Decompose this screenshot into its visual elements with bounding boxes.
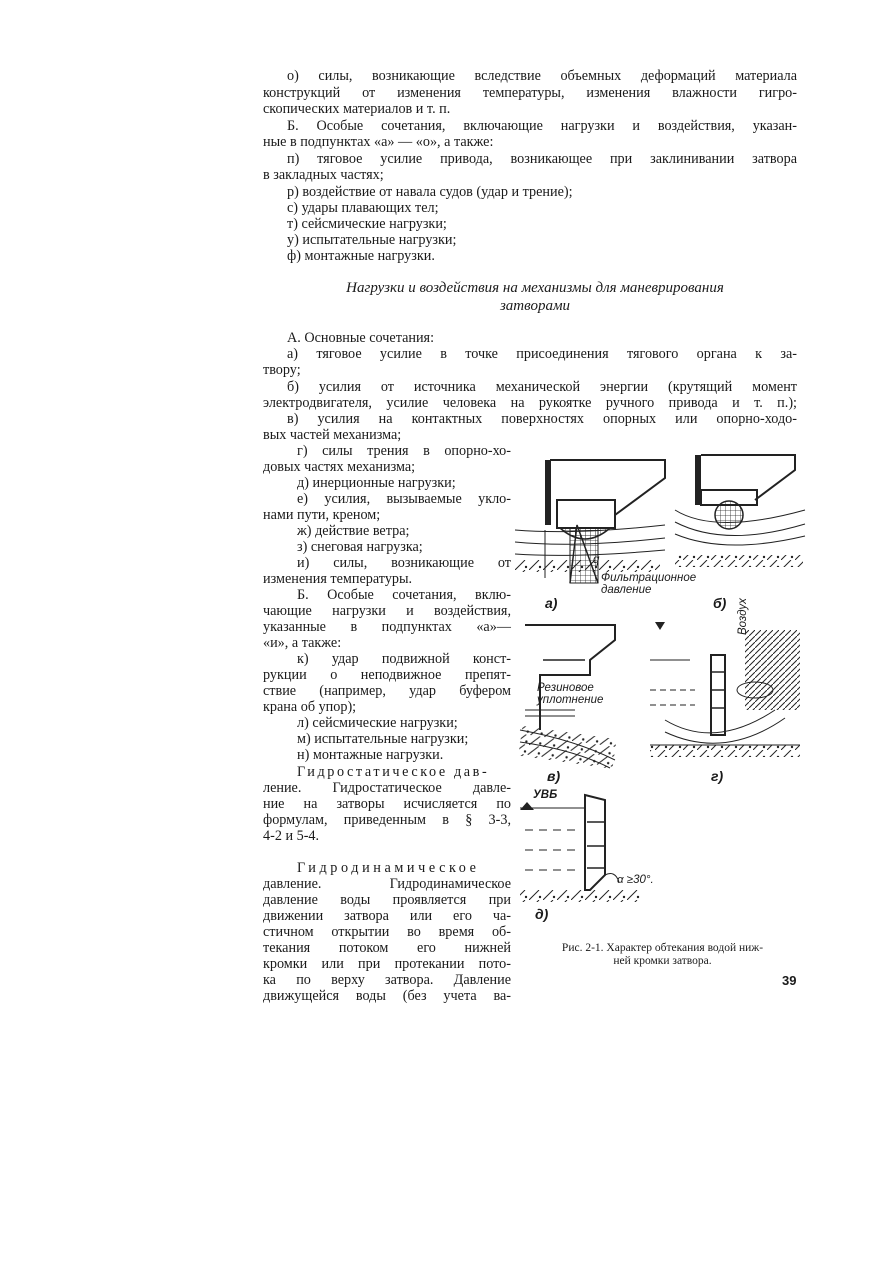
text-line: у) испытательные нагрузки; bbox=[287, 232, 457, 248]
caption-line: Рис. 2-1. Характер обтекания водой ниж- bbox=[561, 942, 764, 954]
text-line: к) удар подвижной конст- bbox=[297, 651, 511, 667]
text-line: А. Основные сочетания: bbox=[287, 330, 435, 346]
label-b: б) bbox=[713, 595, 727, 611]
text-line: твору; bbox=[263, 362, 301, 378]
text-line: р) воздействие от навала судов (удар и трение); bbox=[287, 184, 573, 200]
text-line: движущейся воды (без учета ва- bbox=[263, 988, 511, 1004]
text-line: довых частях механизма; bbox=[263, 459, 416, 475]
text-line: Гидростатическое дав- bbox=[297, 764, 490, 780]
panel-a bbox=[515, 460, 665, 583]
text-line: текания потоком его нижней bbox=[263, 940, 511, 956]
text-line: стичном открытии во время об- bbox=[263, 924, 511, 940]
label-filtration-2: давление bbox=[601, 584, 652, 596]
label-v: в) bbox=[547, 768, 561, 784]
panel-b bbox=[675, 455, 805, 567]
figure-drawing bbox=[515, 450, 810, 970]
text-line: ка по верху затвора. Давление bbox=[263, 972, 511, 988]
section-heading bbox=[300, 279, 770, 315]
label-q: q bbox=[593, 554, 600, 566]
text-line: давление. Гидродинамическое bbox=[263, 876, 511, 892]
text-line: д) инерционные нагрузки; bbox=[297, 475, 456, 491]
text-line: 4-2 и 5-4. bbox=[263, 828, 320, 844]
text-line: ф) монтажные нагрузки. bbox=[287, 248, 435, 264]
text-line: г) силы трения в опорно-хо- bbox=[297, 443, 511, 459]
text-line: Б. Особые сочетания, включающие нагрузки и воздействия, указан- bbox=[287, 118, 797, 134]
text-line: ж) действие ветра; bbox=[297, 523, 410, 539]
text-line: скопических материалов и т. п. bbox=[263, 101, 451, 117]
text-line: ние на затворы исчисляется по bbox=[263, 796, 511, 812]
text-line: конструкций от изменения температуры, изменения влажности гигро- bbox=[263, 85, 797, 101]
text-line: и) силы, возникающие от bbox=[297, 555, 511, 571]
label-d: д) bbox=[535, 906, 549, 922]
text-line: «и», а также: bbox=[263, 635, 342, 651]
text-line: а) тяговое усилие в точке присоединения тягового органа к за- bbox=[287, 346, 797, 362]
text-line: в) усилия на контактных поверхностях опорных или опорно-ходо- bbox=[287, 411, 797, 427]
text-line: т) сейсмические нагрузки; bbox=[287, 216, 447, 232]
section-heading-line: Нагрузки и воздействия на механизмы для маневрирования bbox=[346, 280, 724, 296]
text-line: п) тяговое усилие привода, возникающее при заклинивании затвора bbox=[287, 151, 797, 167]
text-line: ствие (например, удар буфером bbox=[263, 683, 511, 699]
text-line: о) силы, возникающие вследствие объемных деформаций материала bbox=[287, 68, 797, 84]
text-line: ление. Гидростатическое давле- bbox=[263, 780, 511, 796]
page-number: 39 bbox=[782, 973, 797, 988]
caption-line: ней кромки затвора. bbox=[613, 955, 712, 967]
label-filtration-1: Фильтрационное bbox=[601, 572, 697, 584]
text-line: чающие нагрузки и воздействия, bbox=[263, 603, 511, 619]
text-line: с) удары плавающих тел; bbox=[287, 200, 439, 216]
text-line: н) монтажные нагрузки. bbox=[297, 747, 444, 763]
text-line: Б. Особые сочетания, вклю- bbox=[297, 587, 511, 603]
text-line: крана об упор); bbox=[263, 699, 357, 715]
text-line: рукции о неподвижное препят- bbox=[263, 667, 511, 683]
figure-caption bbox=[515, 942, 810, 968]
text-line: указанные в подпунктах «а»— bbox=[263, 619, 511, 635]
label-rubber-2: уплотнение bbox=[537, 694, 604, 706]
text-line: в закладных частях; bbox=[263, 167, 384, 183]
label-a: а) bbox=[545, 595, 558, 611]
text-line: м) испытательные нагрузки; bbox=[297, 731, 469, 747]
text-line: формулам, приведенным в § 3-3, bbox=[263, 812, 511, 828]
text-line: ные в подпунктах «а» — «о», а также: bbox=[263, 134, 494, 150]
text-line: давление воды проявляется при bbox=[263, 892, 511, 908]
text-line: электродвигателя, усилие человека на рукоятке ручного привода и т. п.); bbox=[263, 395, 797, 411]
text-line: л) сейсмические нагрузки; bbox=[297, 715, 458, 731]
text-line: нами пути, креном; bbox=[263, 507, 381, 523]
text-line: з) снеговая нагрузка; bbox=[297, 539, 423, 555]
text-line: кромки или при протекании пото- bbox=[263, 956, 511, 972]
text-line: изменения температуры. bbox=[263, 571, 413, 587]
text-line: движении затвора или его ча- bbox=[263, 908, 511, 924]
label-rubber-1: Резиновое bbox=[537, 682, 594, 694]
text-line: вых частей механизма; bbox=[263, 427, 402, 443]
label-g: г) bbox=[711, 768, 724, 784]
section-heading-line: затворами bbox=[499, 298, 571, 314]
figure-2-1 bbox=[515, 450, 810, 970]
label-uvb: УВБ bbox=[533, 789, 558, 801]
label-angle: α ≥30°. bbox=[617, 874, 654, 886]
label-air: Воздух bbox=[737, 598, 749, 635]
text-line: б) усилия от источника механической энергии (крутящий момент bbox=[287, 379, 797, 395]
text-line: Гидродинамическое bbox=[297, 860, 480, 876]
text-line: е) усилия, вызываемые укло- bbox=[297, 491, 511, 507]
panel-g bbox=[650, 622, 800, 757]
